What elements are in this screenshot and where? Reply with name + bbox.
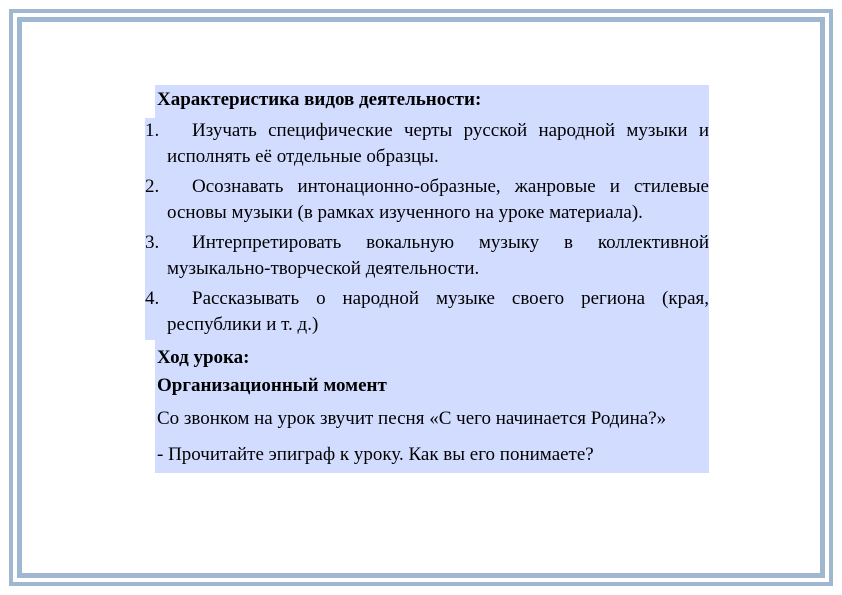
list-item-number: 3. bbox=[145, 232, 160, 253]
list-item bbox=[145, 118, 709, 170]
activity-list bbox=[145, 118, 709, 340]
list-item-text: Интерпретировать вокальную музыку в коллективной музыкально-творческой деятельности. bbox=[167, 232, 709, 279]
list-item-number: 2. bbox=[145, 176, 160, 197]
list-item-text: Рассказывать о народной музыке своего региона (края, республики и т. д.) bbox=[167, 288, 709, 335]
list-item bbox=[145, 286, 709, 340]
epigraph-question: - Прочитайте эпиграф к уроку. Как вы его понимаете? bbox=[155, 443, 709, 473]
list-item-text: Осознавать интонационно-образные, жанровые и стилевые основы музыки (в рамках изученного на уроке материала). bbox=[167, 176, 709, 223]
slide-content bbox=[145, 85, 709, 473]
list-item bbox=[145, 230, 709, 282]
organizational-moment-heading: Организационный момент bbox=[155, 374, 709, 407]
lesson-progress-heading: Ход урока: bbox=[155, 340, 709, 374]
song-paragraph: Со звонком на урок звучит песня «С чего начинается Родина?» bbox=[155, 407, 709, 443]
activity-heading: Характеристика видов деятельности: bbox=[155, 85, 709, 118]
list-item-text: Изучать специфические черты русской народной музыки и исполнять её отдельные образцы. bbox=[167, 120, 709, 167]
list-item-number: 4. bbox=[145, 288, 160, 309]
list-item-number: 1. bbox=[145, 120, 160, 141]
list-item bbox=[145, 174, 709, 226]
